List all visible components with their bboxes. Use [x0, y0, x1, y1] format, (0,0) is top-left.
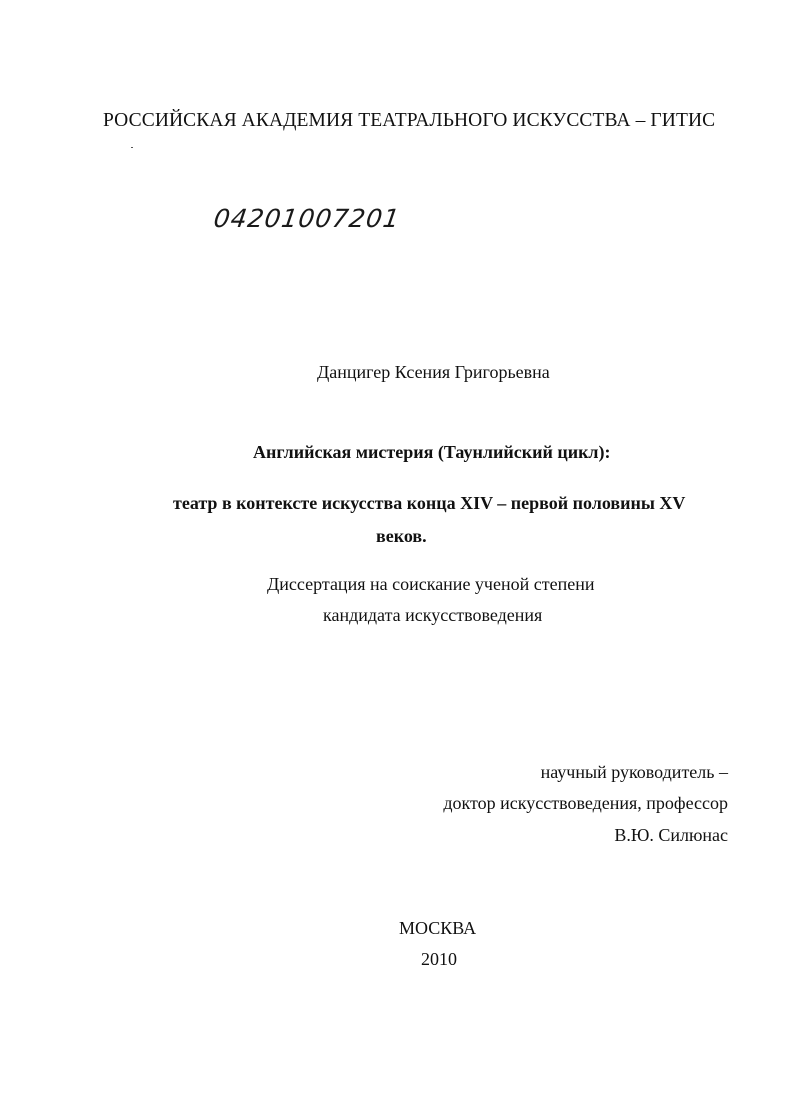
author-name: Данцигер Ксения Григорьевна: [317, 362, 550, 382]
thesis-title-line-1: Английская мистерия (Таунлийский цикл):: [253, 442, 611, 462]
supervisor-credentials: доктор искусствоведения, профессор: [443, 793, 728, 813]
city: МОСКВА: [399, 918, 477, 938]
handwritten-archive-number: 04201007201: [211, 204, 403, 233]
institution-name: РОССИЙСКАЯ АКАДЕМИЯ ТЕАТРАЛЬНОГО ИСКУССТВА – ГИТИС: [103, 110, 716, 131]
scan-speck: [131, 147, 133, 148]
thesis-title-line-2: театр в контексте искусства конца XIV – первой половины XV: [173, 493, 686, 513]
degree-line-2: кандидата искусствоведения: [323, 605, 543, 625]
year: 2010: [421, 949, 457, 969]
degree-line-1: Диссертация на соискание ученой степени: [267, 574, 595, 594]
thesis-title-line-3: веков.: [376, 526, 427, 546]
supervisor-name: В.Ю. Силюнас: [614, 825, 728, 845]
supervisor-role: научный руководитель –: [540, 762, 728, 782]
